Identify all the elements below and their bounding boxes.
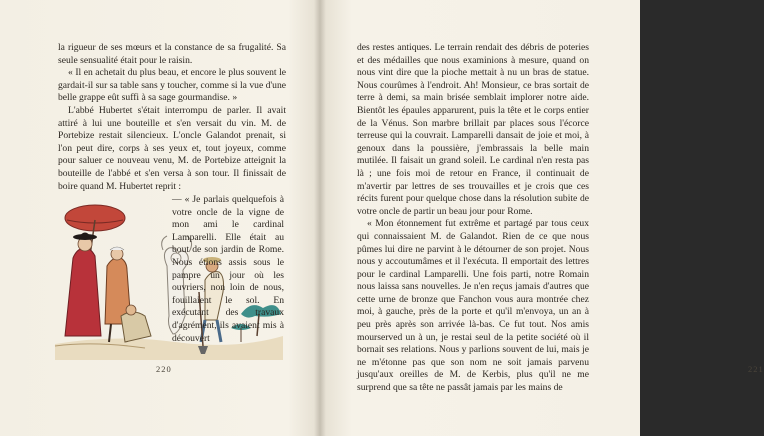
cardinal-figure [65,248,101,336]
left-paragraph-2: « Il en achetait du plus beau, et encore le plus souvent le gardait-il sur sa table sans y toucher, comme si la vue d'une belle grappe eût suffi à sa sage gourmandise. » [58,67,286,104]
left-page-top-text [58,42,286,193]
left-page-side-text [172,194,284,345]
left-page [0,0,318,436]
right-paragraph-2: « Mon étonnement fut extrême et partagé par tous ceux qui connaissaient M. de Galandot. Rien de ce que nous pûmes lui dire ne parvint à le détourner de son projet. Nous nous y accoutumâmes et il l'exécuta. Il emportait des lettres pour le cardinal Lamparelli. Une fois parti, notre Romain nous laissa sans nouvelles. Je n'en reçus jamais d'autres que cette urne de bronze que Fanchon vous aura montrée chez moi, à gauche, près de la porte et qu'il m'envoya, un an à peu près après son arrivée là-bas. Ce fut tout. Nos amis mourserved un à un, je restai seul de la petite société où il bornait ses relations. Nous y parlions souvent de lui, mais je ne m'étonne pas que son nom ne soit jamais parvenu jusqu'aux oreilles de M. de Kerbis, plus qu'il ne me surprend que sa tête ne passât jamais par les mains de [357,218,589,394]
left-paragraph-3: L'abbé Hubertet s'était interrompu de parler. Il avait attiré à lui une bouteille et s'en versait du vin. M. de Portebize restait silencieux. L'oncle Galandot prenait, si l'on peut dire, corps à ses yeux et, tout joyeux, comme pour saluer ce nouveau venu, M. de Portebize atteignit la bouteille de l'abbé et s'en versa à son tour. Il finissait de boire quand M. Hubertet reprit : [58,104,286,192]
parasol-shape [65,205,125,231]
right-page [322,0,764,436]
page-number-left: 220 [156,364,172,374]
left-side-paragraph: — « Je parlais quelquefois à votre oncle de la vigne de mon ami le cardinal Lamparelli. Elle était au bout de son jardin de Rome. Nous étions assis sous le pampre un jour où les ouvriers, non loin de nous, fouillaient le sol. En exécutant des travaux d'agrément, ils avaient mis à découvert [172,194,284,344]
right-paragraph-1: des restes antiques. Le terrain rendait des débris de poteries et des médailles que nous examinions à mesure, quand on nous vint dire que la pioche mettait à nu un bras de statue. Nous courûmes à l'endroit. Ah! Monsieur, ce bras sortait de terre à demi, sa main brisée semblait implorer notre aide. Bientôt les épaules apparurent, puis la tête et le corps entier de la Vénus. Son marbre brillait par places sous l'écorce terreuse qui la couvrait. Lamparelli dansait de joie et moi, à genoux dans la poussière, j'embrassais la belle main mutilée. Il faisait un grand soleil. Le cardinal n'en resta pas là ; une fois moi de retour en France, il continuait de m'avertir par lettres de ses trouvailles et je crois que ces récits furent pour quelque chose dans la résolution subite de votre oncle de partir un beau jour pour Rome. [357,42,589,217]
right-page-text [357,42,589,395]
page-number-right: 221 [748,364,764,374]
left-paragraph-1: la rigueur de ses mœurs et la constance de sa frugalité. Sa seule sensualité était pour le raisin. [58,42,286,66]
seated-worker [121,312,151,342]
